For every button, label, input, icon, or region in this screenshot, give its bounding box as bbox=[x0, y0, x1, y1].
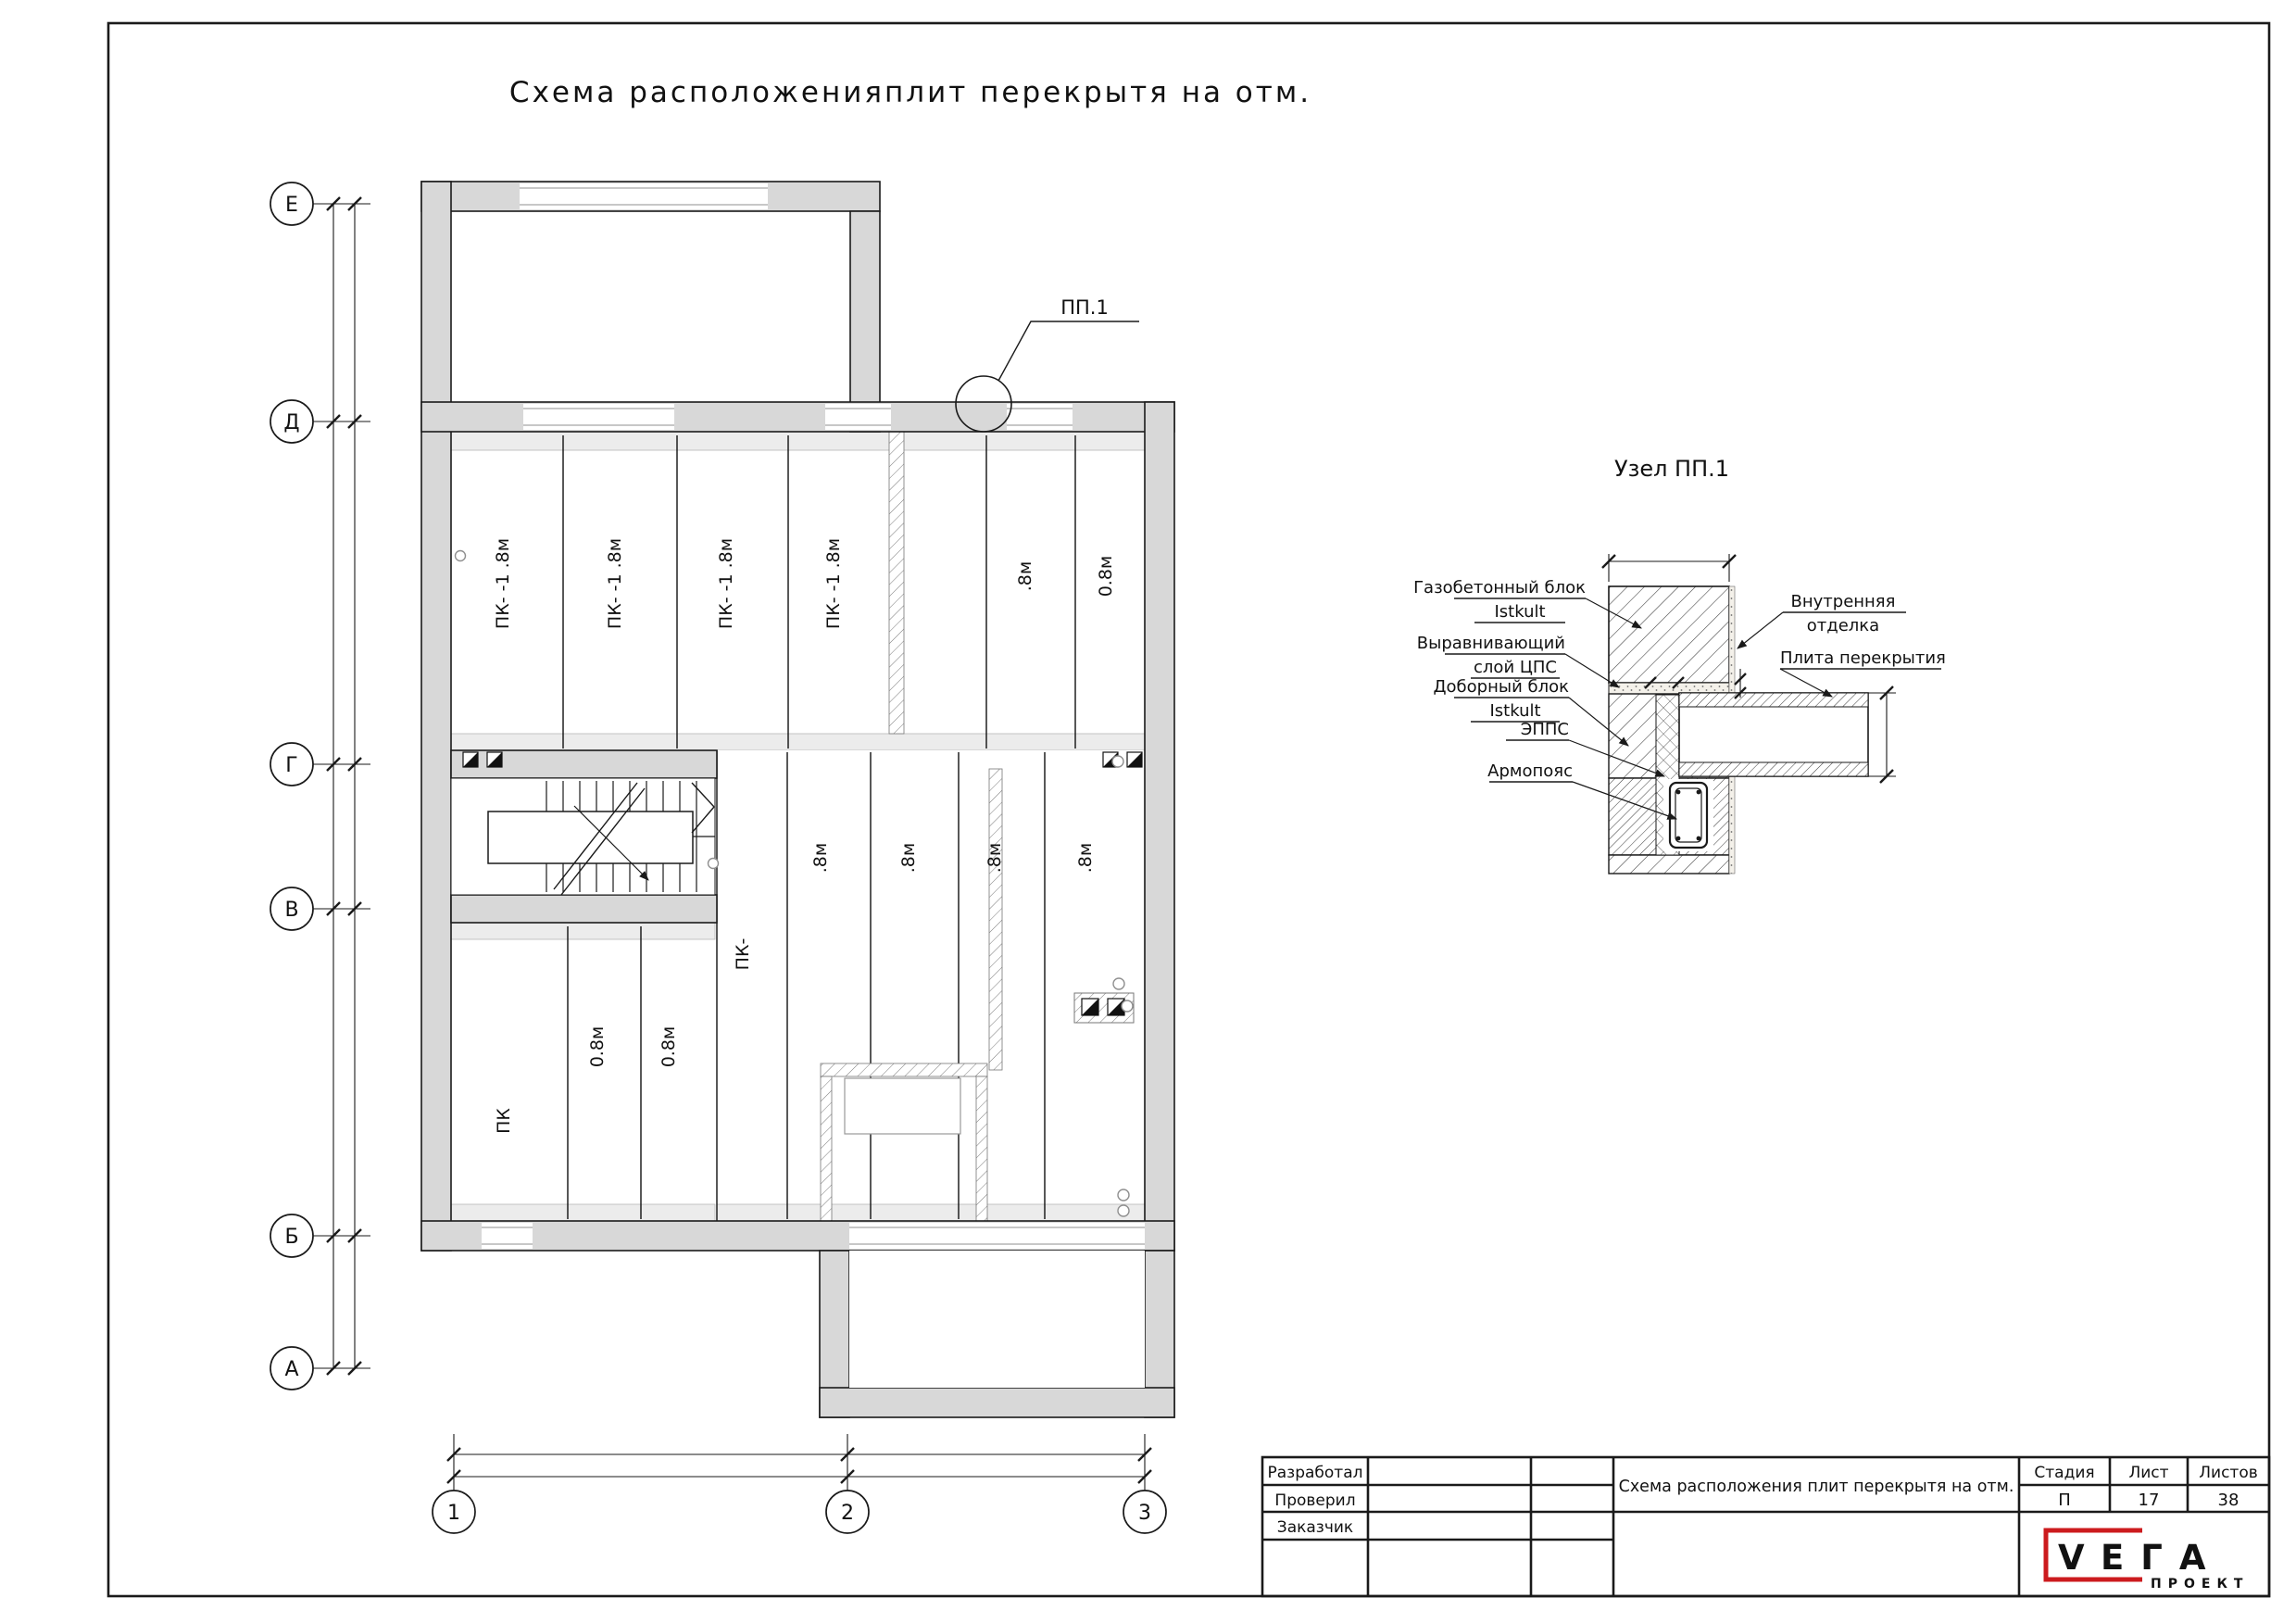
sheet-label: Лист bbox=[2128, 1464, 2169, 1482]
sign-row-label: Проверил bbox=[1274, 1491, 1356, 1510]
sign-row-label: Заказчик bbox=[1276, 1518, 1354, 1537]
label-gas-concrete bbox=[1413, 578, 1641, 628]
floor-plan bbox=[421, 182, 1174, 1417]
svg-text:Istkult: Istkult bbox=[1489, 701, 1541, 721]
axis-label: Е bbox=[285, 194, 298, 217]
axis-row bbox=[270, 400, 370, 443]
axis-label: 2 bbox=[841, 1502, 854, 1525]
vega-logo-v: V bbox=[2058, 1538, 2087, 1578]
wall-right bbox=[1145, 402, 1174, 1251]
sheets-label: Листов bbox=[2199, 1464, 2258, 1482]
label-inner-finish bbox=[1738, 592, 1906, 648]
node-dim-top bbox=[1602, 554, 1736, 582]
slab-label: .8м bbox=[1075, 842, 1096, 874]
slab-label: .8м bbox=[1015, 560, 1035, 592]
svg-text:Плита перекрытия: Плита перекрытия bbox=[1780, 648, 1946, 668]
node-detail-pp1 bbox=[1413, 456, 1946, 874]
axis-row bbox=[270, 887, 370, 930]
slab-label: ПК bbox=[494, 1108, 514, 1134]
vega-logo-subtitle: ПРОЕКТ bbox=[2151, 1577, 2250, 1592]
axis-col bbox=[433, 1434, 475, 1533]
vega-logo bbox=[2046, 1530, 2249, 1592]
sign-row-label: Разработал bbox=[1267, 1464, 1363, 1482]
porch-interior bbox=[849, 1251, 1145, 1388]
svg-text:слой ЦПС: слой ЦПС bbox=[1474, 658, 1557, 677]
axes-left bbox=[270, 182, 370, 1390]
staircase bbox=[451, 778, 719, 895]
axis-label: 3 bbox=[1138, 1502, 1151, 1525]
slab-label: .8м bbox=[898, 842, 919, 874]
axis-label: В bbox=[284, 899, 299, 922]
svg-text:Газобетонный блок: Газобетонный блок bbox=[1413, 578, 1586, 598]
svg-text:ЭППС: ЭППС bbox=[1520, 720, 1569, 739]
slab-label: ПК- -1 .8м bbox=[716, 537, 736, 630]
axis-col bbox=[1123, 1434, 1166, 1533]
wall-left bbox=[421, 182, 451, 1251]
slab-label: .8м bbox=[985, 842, 1005, 874]
axis-col bbox=[826, 1434, 869, 1533]
axes-bottom bbox=[433, 1434, 1166, 1533]
slab-label: ПК- -1 .8м bbox=[493, 537, 513, 630]
slab-label: 0.8м bbox=[659, 1025, 679, 1068]
slab-label: 0.8м bbox=[587, 1025, 608, 1068]
svg-text:Внутренняя: Внутренняя bbox=[1790, 592, 1896, 611]
gas-concrete-block bbox=[1609, 586, 1729, 683]
axis-row bbox=[270, 182, 370, 225]
axis-row bbox=[270, 743, 370, 786]
axis-label: 1 bbox=[447, 1502, 460, 1525]
stage-label: Стадия bbox=[2034, 1464, 2095, 1482]
slab-label: ПК- -1 .8м bbox=[605, 537, 625, 630]
slab-label: .8м bbox=[810, 842, 831, 874]
stair-landing bbox=[488, 812, 693, 863]
svg-text:Выравнивающий: Выравнивающий bbox=[1416, 634, 1565, 653]
svg-text:Istkult: Istkult bbox=[1494, 602, 1546, 622]
axis-label: Б bbox=[284, 1226, 299, 1249]
page-title: Схема расположенияплит перекрытя на отм. bbox=[508, 76, 1312, 109]
svg-text:Армопояс: Армопояс bbox=[1487, 761, 1573, 781]
axis-label: А bbox=[284, 1358, 299, 1381]
title-block bbox=[1262, 1457, 2269, 1596]
wall-extension-right bbox=[850, 211, 880, 432]
sheets-total: 38 bbox=[2217, 1491, 2240, 1510]
hatched-partition-upper bbox=[889, 432, 904, 734]
axis-label: Г bbox=[285, 754, 298, 777]
document-title: Схема расположения плит перекрытя на отм. bbox=[1618, 1478, 2014, 1496]
node-labels-right bbox=[1738, 592, 1946, 697]
wall-axis-v bbox=[451, 895, 717, 923]
slab-label: ПК- bbox=[733, 937, 753, 971]
slab-label: 0.8м bbox=[1096, 555, 1116, 598]
porch-wall-bottom bbox=[820, 1388, 1174, 1417]
stage-value: П bbox=[2058, 1491, 2071, 1510]
axis-label: Д bbox=[283, 411, 300, 434]
axis-row bbox=[270, 1214, 370, 1257]
node-slab bbox=[1679, 693, 1868, 776]
sheet-number: 17 bbox=[2138, 1491, 2160, 1510]
node-dim-right bbox=[1868, 686, 1896, 783]
node-title: Узел ПП.1 bbox=[1613, 456, 1730, 482]
axis-row bbox=[270, 1347, 370, 1390]
svg-text:Доборный блок: Доборный блок bbox=[1433, 677, 1569, 697]
rebar-cage bbox=[1663, 779, 1713, 851]
callout-label: ПП.1 bbox=[1060, 296, 1109, 319]
svg-text:отделка: отделка bbox=[1806, 616, 1880, 635]
vega-logo-ega: ЕГА bbox=[2101, 1538, 2223, 1578]
label-floor-slab bbox=[1780, 648, 1946, 697]
slab-label: ПК- -1 .8м bbox=[823, 537, 844, 630]
